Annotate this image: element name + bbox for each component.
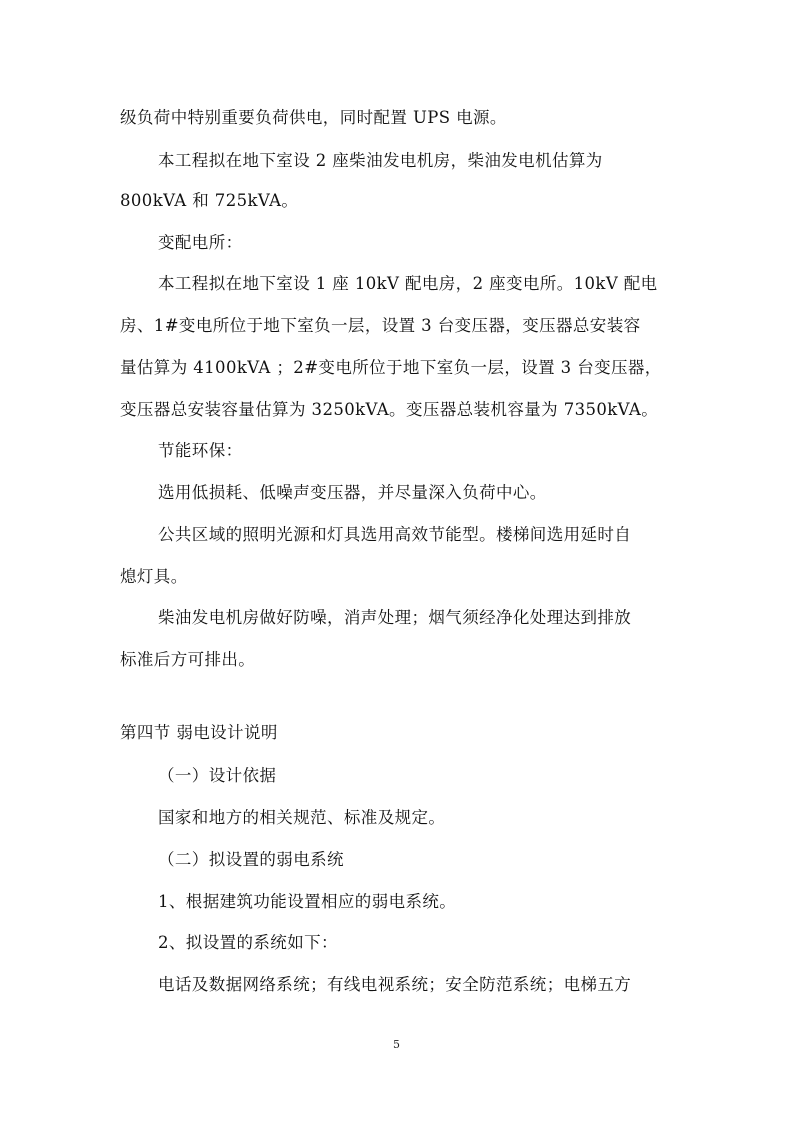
paragraph-line: 变压器总安装容量估算为 3250kVA。变压器总装机容量为 7350kVA。	[120, 400, 659, 419]
paragraph-line: 柴油发电机房做好防噪，消声处理；烟气须经净化处理达到排放	[158, 608, 632, 627]
page-number: 5	[393, 1038, 400, 1051]
paragraph-line: 变配电所：	[158, 233, 243, 252]
paragraph-line: 电话及数据网络系统；有线电视系统；安全防范系统；电梯五方	[158, 975, 632, 994]
paragraph-line: 国家和地方的相关规范、标准及规定。	[158, 808, 446, 827]
paragraph-line: 本工程拟在地下室设 1 座 10kV 配电房，2 座变电所。10kV 配电	[158, 274, 658, 293]
paragraph-line: 量估算为 4100kVA ；2#变电所位于地下室负一层，设置 3 台变压器，	[120, 358, 662, 377]
paragraph-line: 标准后方可排出。	[120, 650, 256, 669]
subsection-heading: （二）拟设置的弱电系统	[158, 850, 344, 869]
paragraph-line: 公共区域的照明光源和灯具选用高效节能型。楼梯间选用延时自	[158, 525, 632, 544]
paragraph-line: 级负荷中特别重要负荷供电，同时配置 UPS 电源。	[120, 108, 507, 127]
subsection-heading: （一）设计依据	[158, 766, 277, 785]
paragraph-line: 本工程拟在地下室设 2 座柴油发电机房，柴油发电机估算为	[158, 151, 603, 170]
paragraph-line: 选用低损耗、低噪声变压器，并尽量深入负荷中心。	[158, 483, 547, 502]
section-heading: 第四节 弱电设计说明	[120, 723, 278, 742]
paragraph-line: 熄灯具。	[120, 567, 188, 586]
paragraph-line: 房、1#变电所位于地下室负一层，设置 3 台变压器，变压器总安装容	[120, 316, 641, 335]
paragraph-line: 800kVA 和 725kVA。	[120, 191, 299, 210]
list-item: 2、拟设置的系统如下：	[158, 933, 338, 952]
paragraph-line: 节能环保：	[158, 441, 243, 460]
list-item: 1、根据建筑功能设置相应的弱电系统。	[158, 892, 457, 911]
